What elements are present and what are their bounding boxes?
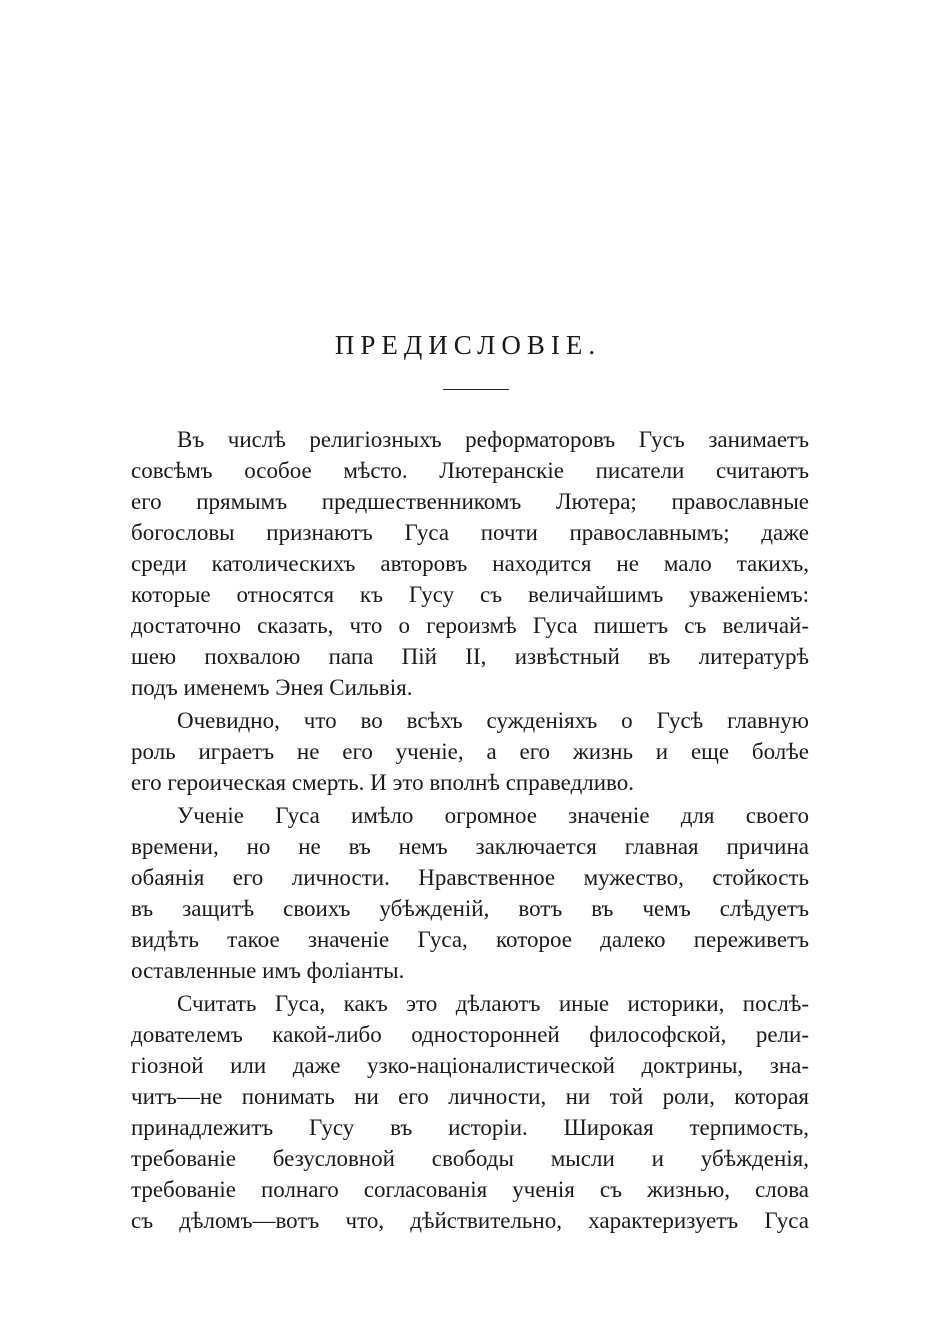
- text-line: дователемъ какой-либо односторонней философской, рели-: [131, 1022, 809, 1047]
- text-line: совсѣмъ особое мѣсто. Лютеранскіе писатели считаютъ: [131, 458, 809, 483]
- text-line: шею похвалою папа Пій II, извѣстный въ литературѣ: [131, 644, 809, 669]
- text-line: въ защитѣ своихъ убѣжденій, вотъ въ чемъ слѣдуетъ: [131, 896, 809, 921]
- text-line: Очевидно, что во всѣхъ сужденіяхъ о Гусѣ главную: [177, 708, 809, 733]
- paragraph-1: [131, 424, 809, 703]
- text-line: его героическая смерть. И это вполнѣ справедливо.: [131, 770, 635, 795]
- paragraph-2: [131, 705, 809, 798]
- text-line: роль играетъ не его ученіе, а его жизнь и еще болѣе: [131, 739, 809, 764]
- paragraph-4: [131, 988, 809, 1236]
- text-line: съ дѣломъ—вотъ что, дѣйствительно, характеризуетъ Гуса: [131, 1208, 809, 1233]
- text-line: обаянія его личности. Нравственное мужество, стойкость: [131, 865, 809, 890]
- text-line: времени, но не въ немъ заключается главная причина: [131, 834, 809, 859]
- text-line: оставленные имъ фоліанты.: [131, 958, 405, 983]
- text-line: принадлежитъ Гусу въ исторіи. Широкая терпимость,: [131, 1115, 809, 1140]
- text-line: богословы признаютъ Гуса почти православнымъ; даже: [131, 520, 809, 545]
- text-line: Въ числѣ религіозныхъ реформаторовъ Гусъ занимаетъ: [177, 427, 809, 452]
- preface-text: [131, 424, 809, 1238]
- text-line: Считать Гуса, какъ это дѣлаютъ иные историки, послѣ-: [177, 991, 809, 1016]
- text-line: видѣть такое значеніе Гуса, которое далеко переживетъ: [131, 927, 809, 952]
- title-divider: [443, 389, 509, 390]
- text-line: читъ—не понимать ни его личности, ни той роли, которая: [131, 1084, 809, 1109]
- text-line: требованіе безусловной свободы мысли и убѣжденія,: [131, 1146, 809, 1171]
- text-line: Ученіе Гуса имѣло огромное значеніе для своего: [177, 803, 809, 828]
- text-line: требованіе полнаго согласованія ученія съ жизнью, слова: [131, 1177, 809, 1202]
- text-line: гіозной или даже узко-націоналистической доктрины, зна-: [131, 1053, 809, 1078]
- text-line: которые относятся къ Гусу съ величайшимъ уваженіемъ:: [131, 582, 809, 607]
- paragraph-3: [131, 800, 809, 986]
- text-line: подъ именемъ Энея Сильвія.: [131, 675, 413, 700]
- text-line: среди католическихъ авторовъ находится не мало такихъ,: [131, 551, 809, 576]
- text-line: достаточно сказать, что о героизмѣ Гуса пишетъ съ величай-: [131, 613, 809, 638]
- text-line: его прямымъ предшественникомъ Лютера; православные: [131, 489, 809, 514]
- page-title: ПРЕДИСЛОВІЕ.: [334, 330, 602, 360]
